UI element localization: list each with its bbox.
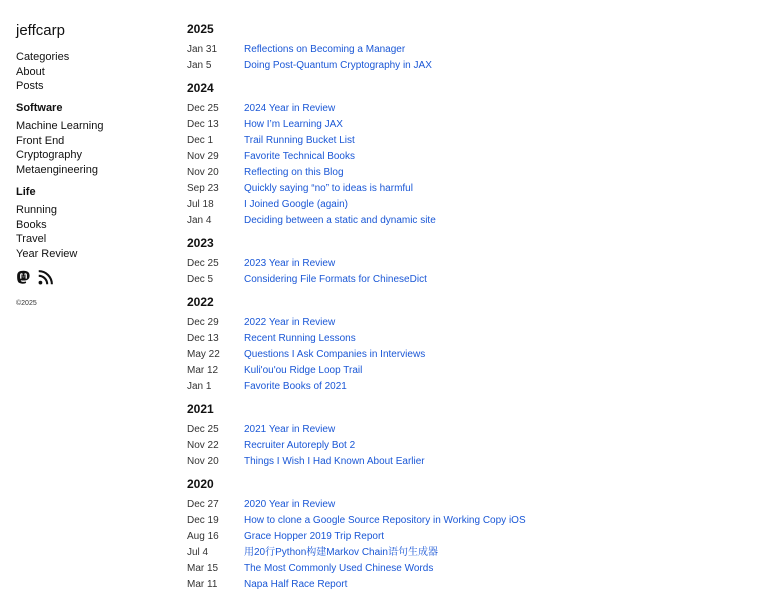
post-title-link[interactable]: Deciding between a static and dynamic site: [244, 215, 436, 226]
post-title-link[interactable]: I Joined Google (again): [244, 199, 348, 210]
post-date: Dec 13: [187, 333, 219, 344]
post-date: Dec 13: [187, 119, 219, 130]
year-heading: 2023: [187, 236, 214, 250]
post-row: [187, 513, 747, 529]
post-archive: [187, 22, 747, 593]
nav-link-travel[interactable]: Travel: [16, 233, 47, 245]
post-date: Dec 27: [187, 499, 219, 510]
post-date: Jan 5: [187, 60, 212, 71]
social-links: [16, 270, 53, 285]
post-title-link[interactable]: Reflections on Becoming a Manager: [244, 44, 406, 55]
post-title-link[interactable]: 2021 Year in Review: [244, 424, 336, 435]
post-row: [187, 165, 747, 181]
post-title-link[interactable]: Recent Running Lessons: [244, 333, 356, 344]
post-row: [187, 272, 747, 288]
post-row: [187, 256, 747, 272]
post-title-link[interactable]: Quickly saying “no” to ideas is harmful: [244, 183, 413, 194]
year-section-2022: [187, 295, 747, 395]
post-row: [187, 149, 747, 165]
year-heading: 2025: [187, 22, 214, 36]
post-title-link[interactable]: Reflecting on this Blog: [244, 167, 344, 178]
post-date: Dec 25: [187, 258, 219, 269]
site-title-link[interactable]: jeffcarp: [16, 22, 65, 39]
post-date: Mar 15: [187, 563, 219, 574]
post-title-link[interactable]: How I’m Learning JAX: [244, 119, 343, 130]
year-section-2020: [187, 477, 747, 593]
post-date: Nov 22: [187, 440, 219, 451]
post-date: Jan 1: [187, 381, 212, 392]
post-title-link[interactable]: 2020 Year in Review: [244, 499, 336, 510]
post-date: Nov 20: [187, 456, 219, 467]
post-row: [187, 363, 747, 379]
post-row: [187, 117, 747, 133]
post-date: Mar 11: [187, 579, 218, 590]
rss-icon[interactable]: [38, 270, 53, 285]
year-heading: 2024: [187, 81, 214, 95]
nav-link-cryptography[interactable]: Cryptography: [16, 149, 83, 161]
post-row: [187, 379, 747, 395]
copyright: ©2025: [16, 300, 37, 307]
post-row: [187, 545, 747, 561]
nav-link-about[interactable]: About: [16, 65, 45, 78]
post-title-link[interactable]: Kuli'ou'ou Ridge Loop Trail: [244, 365, 363, 376]
post-date: Jul 18: [187, 199, 214, 210]
post-title-link[interactable]: Favorite Books of 2021: [244, 381, 347, 392]
post-row: [187, 133, 747, 149]
post-date: Sep 23: [187, 183, 219, 194]
nav-link-books[interactable]: Books: [16, 218, 47, 231]
post-title-link[interactable]: 2022 Year in Review: [244, 317, 336, 328]
post-title-link[interactable]: 用20行Python构建Markov Chain语句生成器: [244, 547, 438, 558]
post-date: Aug 16: [187, 531, 219, 542]
post-row: [187, 58, 747, 74]
post-row: [187, 561, 747, 577]
post-date: Dec 1: [187, 135, 214, 146]
post-title-link[interactable]: Considering File Formats for ChineseDict: [244, 274, 427, 285]
post-date: May 22: [187, 349, 220, 360]
post-date: Dec 19: [187, 515, 219, 526]
post-title-link[interactable]: 2023 Year in Review: [244, 258, 336, 269]
post-row: [187, 331, 747, 347]
post-date: Nov 20: [187, 167, 219, 178]
nav-link-posts[interactable]: Posts: [16, 80, 44, 92]
post-title-link[interactable]: Things I Wish I Had Known About Earlier: [244, 456, 425, 467]
post-row: [187, 197, 747, 213]
post-title-link[interactable]: Grace Hopper 2019 Trip Report: [244, 531, 385, 542]
post-title-link[interactable]: Questions I Ask Companies in Interviews: [244, 349, 426, 360]
post-date: Dec 29: [187, 317, 219, 328]
year-section-2023: [187, 236, 747, 288]
post-row: [187, 438, 747, 454]
year-heading: 2022: [187, 295, 214, 309]
post-row: [187, 497, 747, 513]
year-section-2025: [187, 22, 747, 74]
post-date: Dec 25: [187, 424, 219, 435]
nav-link-running[interactable]: Running: [16, 204, 57, 216]
post-row: [187, 529, 747, 545]
year-section-2024: [187, 81, 747, 229]
post-title-link[interactable]: Doing Post-Quantum Cryptography in JAX: [244, 60, 432, 71]
post-row: [187, 101, 747, 117]
life-heading: Life: [16, 186, 36, 198]
post-date: Jul 4: [187, 547, 209, 558]
post-title-link[interactable]: The Most Commonly Used Chinese Words: [244, 563, 434, 574]
post-row: [187, 422, 747, 438]
year-heading: 2021: [187, 402, 214, 416]
post-row: [187, 347, 747, 363]
post-row: [187, 577, 747, 593]
post-date: Jan 4: [187, 215, 212, 226]
post-title-link[interactable]: How to clone a Google Source Repository in Working Copy iOS: [244, 515, 526, 526]
post-title-link[interactable]: Napa Half Race Report: [244, 579, 348, 590]
post-date: Dec 5: [187, 274, 214, 285]
software-heading: Software: [16, 102, 63, 114]
post-date: Mar 12: [187, 365, 219, 376]
post-row: [187, 454, 747, 470]
nav-link-front-end[interactable]: Front End: [16, 134, 65, 147]
year-heading: 2020: [187, 477, 214, 491]
post-title-link[interactable]: Recruiter Autoreply Bot 2: [244, 440, 356, 451]
post-title-link[interactable]: 2024 Year in Review: [244, 103, 336, 114]
nav-link-metaengineering[interactable]: Metaengineering: [16, 163, 98, 176]
year-section-2021: [187, 402, 747, 470]
nav-link-year-review[interactable]: Year Review: [16, 247, 78, 260]
software-nav: [16, 119, 103, 177]
post-row: [187, 42, 747, 58]
nav-link-categories[interactable]: Categories: [16, 51, 70, 63]
post-date: Jan 31: [187, 44, 218, 55]
post-title-link[interactable]: Trail Running Bucket List: [244, 135, 355, 146]
main-nav: [16, 50, 69, 94]
post-date: Dec 25: [187, 103, 219, 114]
mastodon-icon[interactable]: [16, 270, 31, 285]
post-row: [187, 181, 747, 197]
post-row: [187, 213, 747, 229]
post-row: [187, 315, 747, 331]
nav-link-machine-learning[interactable]: Machine Learning: [16, 120, 104, 132]
post-title-link[interactable]: Favorite Technical Books: [244, 151, 355, 162]
life-nav: [16, 203, 77, 261]
post-date: Nov 29: [187, 151, 219, 162]
